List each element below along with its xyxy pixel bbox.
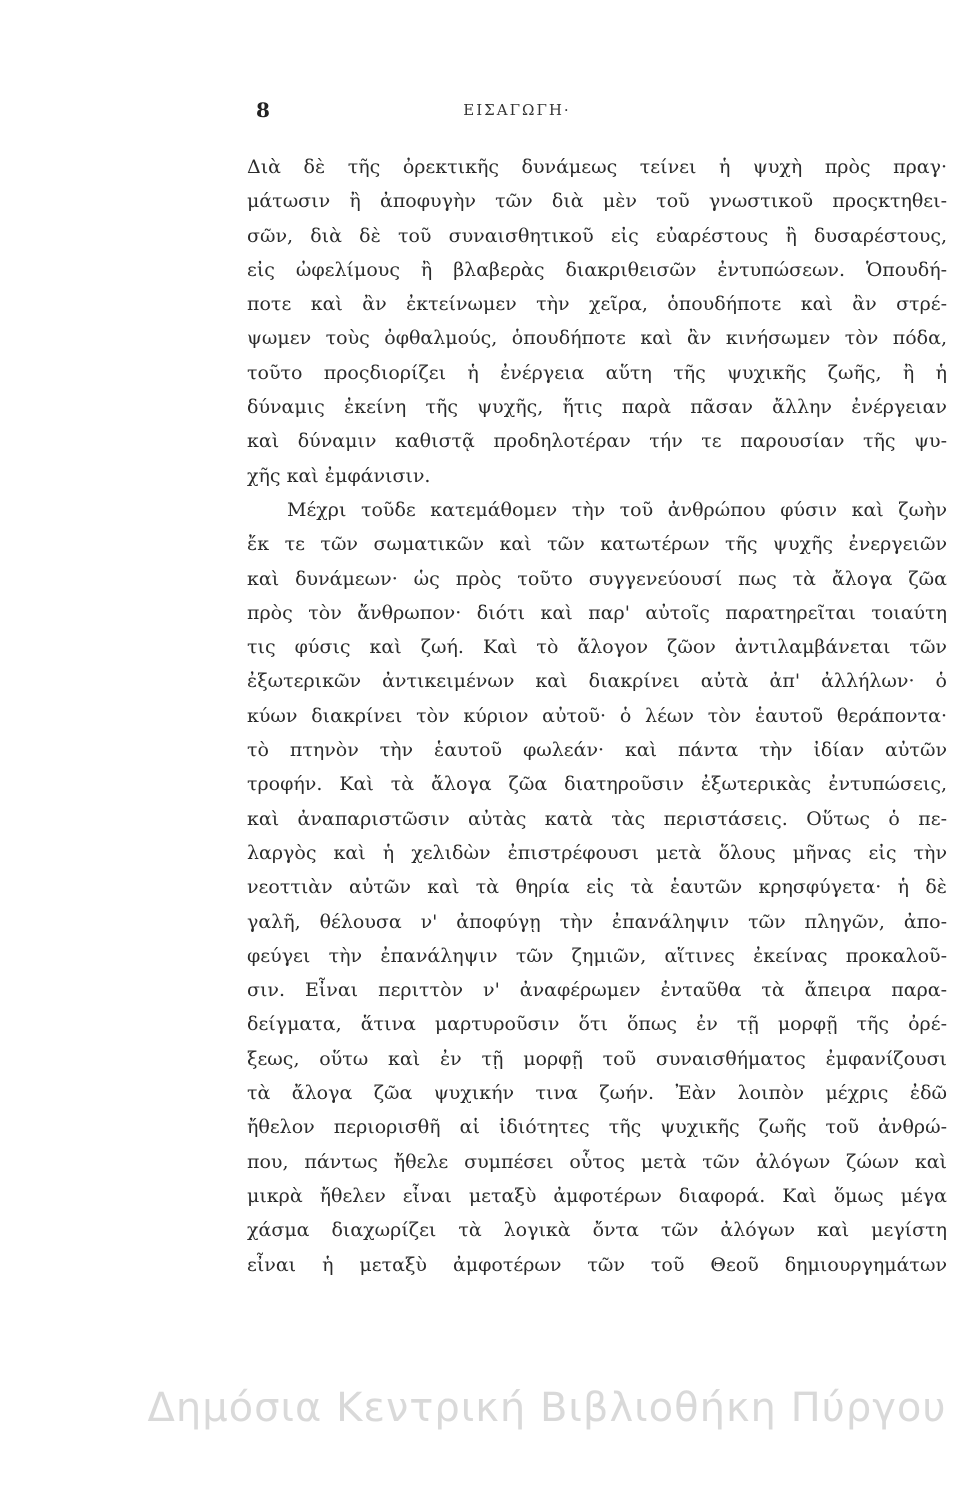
text-line: καὶ ἀναπαριστῶσιν αὐτὰς κατὰ τὰς περιστάσεις. Οὕτως ὁ πε- — [247, 807, 947, 830]
text-line: ψωμεν τοὺς ὀφθαλμούς, ὁπουδήποτε καὶ ἂν κινήσωμεν τὸν πόδα, — [247, 327, 947, 350]
text-line: τὰ ἄλογα ζῶα ψυχικήν τινα ζωήν. Ἐὰν λοιπὸν μέχρις ἐδῶ — [247, 1082, 947, 1105]
text-line: ἐξωτερικῶν ἀντικειμένων καὶ διακρίνει αὐτὰ ἀπ' ἀλλήλων· ὁ — [247, 670, 947, 693]
text-line: λαργὸς καὶ ἡ χελιδὼν ἐπιστρέφουσι μετὰ ὅλους μῆνας εἰς τὴν — [247, 841, 947, 864]
text-line: σῶν, διὰ δὲ τοῦ συναισθητικοῦ εἰς εὐαρέστους ἢ δυσαρέστους, — [247, 224, 947, 247]
text-line: κύων διακρίνει τὸν κύριον αὐτοῦ· ὁ λέων τὸν ἑαυτοῦ θεράποντα· — [247, 704, 947, 727]
text-line: ἤθελον περιορισθῆ αἱ ἰδιότητες τῆς ψυχικῆς ζωῆς τοῦ ἀνθρώ- — [247, 1116, 947, 1139]
text-line: Μέχρι τοῦδε κατεμάθομεν τὴν τοῦ ἀνθρώπου φύσιν καὶ ζωὴν — [287, 498, 947, 521]
page-number: 8 — [256, 98, 270, 122]
text-line: γαλῆ, θέλουσα ν' ἀποφύγῃ τὴν ἐπανάληψιν τῶν πληγῶν, ἀπο- — [247, 910, 947, 933]
text-line: μάτωσιν ἢ ἀποφυγὴν τῶν διὰ μὲν τοῦ γνωστικοῦ προςκτηθει- — [247, 190, 947, 213]
body-text — [247, 150, 947, 1282]
text-line: δύναμις ἐκείνη τῆς ψυχῆς, ἥτις παρὰ πᾶσαν ἄλλην ἐνέργειαν — [247, 396, 947, 419]
text-line: σιν. Εἶναι περιττὸν ν' ἀναφέρωμεν ἐνταῦθα τὰ ἄπειρα παρα- — [247, 979, 947, 1002]
running-head: ΕΙΣΑΓΩΓΗ· — [463, 101, 571, 119]
text-line: νεοττιὰν αὐτῶν καὶ τὰ θηρία εἰς τὰ ἑαυτῶν κρησφύγετα· ἡ δὲ — [247, 876, 947, 899]
text-line: δείγματα, ἅτινα μαρτυροῦσιν ὅτι ὅπως ἐν τῇ μορφῇ τῆς ὀρέ- — [247, 1013, 947, 1036]
text-line: χῆς καὶ ἐμφάνισιν. — [247, 464, 431, 487]
text-line: ἔκ τε τῶν σωματικῶν καὶ τῶν κατωτέρων τῆς ψυχῆς ἐνεργειῶν — [247, 533, 947, 556]
text-line: τὸ πτηνὸν τὴν ἑαυτοῦ φωλεάν· καὶ πάντα τὴν ἰδίαν αὐτῶν — [247, 739, 947, 762]
text-line: καὶ δυνάμεων· ὡς πρὸς τοῦτο συγγενεύουσί πως τὰ ἄλογα ζῶα — [247, 567, 947, 590]
text-line: τοῦτο προςδιορίζει ἡ ἐνέργεια αὕτη τῆς ψυχικῆς ζωῆς, ἢ ἡ — [247, 361, 947, 384]
text-line: καὶ δύναμιν καθιστᾷ προδηλοτέραν τήν τε παρουσίαν τῆς ψυ- — [247, 430, 947, 453]
text-line: ξεως, οὕτω καὶ ἐν τῇ μορφῇ τοῦ συναισθήματος ἐμφανίζουσι — [247, 1047, 947, 1070]
text-line: χάσμα διαχωρίζει τὰ λογικὰ ὄντα τῶν ἀλόγων καὶ μεγίστη — [247, 1219, 947, 1242]
text-line: μικρὰ ἤθελεν εἶναι μεταξὺ ἀμφοτέρων διαφορά. Καὶ ὅμως μέγα — [247, 1184, 947, 1207]
text-line: ποτε καὶ ἂν ἐκτείνωμεν τὴν χεῖρα, ὁπουδήποτε καὶ ἂν στρέ- — [247, 293, 947, 316]
library-watermark: Δημόσια Κεντρική Βιβλιοθήκη Πύργου — [147, 1385, 947, 1431]
text-line: εἶναι ἡ μεταξὺ ἀμφοτέρων τῶν τοῦ Θεοῦ δημιουργημάτων — [247, 1253, 947, 1276]
text-line: εἰς ὠφελίμους ἢ βλαβερὰς διακριθεισῶν ἐντυπώσεων. Ὁπουδή- — [247, 258, 947, 281]
text-line: Διὰ δὲ τῆς ὀρεκτικῆς δυνάμεως τείνει ἡ ψυχὴ πρὸς πραγ· — [247, 156, 947, 178]
text-line: φεύγει τὴν ἐπανάληψιν τῶν ζημιῶν, αἵτινες ἐκείνας προκαλοῦ- — [247, 944, 947, 967]
text-line: τις φύσις καὶ ζωή. Καὶ τὸ ἄλογον ζῶον ἀντιλαμβάνεται τῶν — [247, 636, 947, 659]
text-line: τροφήν. Καὶ τὰ ἄλογα ζῶα διατηροῦσιν ἐξωτερικὰς ἐντυπώσεις, — [247, 773, 947, 796]
text-line: πρὸς τὸν ἄνθρωπον· διότι καὶ παρ' αὐτοῖς παρατηρεῖται τοιαύτη — [247, 601, 947, 624]
text-line: που, πάντως ἤθελε συμπέσει οὗτος μετὰ τῶν ἀλόγων ζώων καὶ — [247, 1150, 947, 1173]
